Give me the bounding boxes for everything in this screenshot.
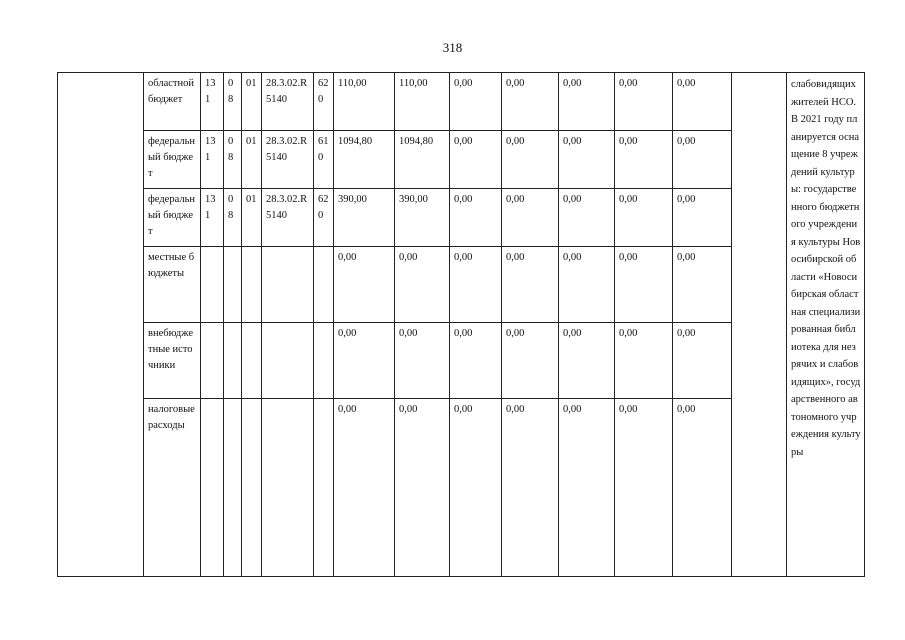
subsection-code	[242, 323, 262, 399]
table-row	[58, 73, 865, 131]
amount-total: 110,00	[334, 73, 395, 131]
amount-year-5: 0,00	[615, 189, 673, 247]
amount-year-2: 0,00	[450, 131, 502, 189]
amount-year-6: 0,00	[673, 131, 732, 189]
amount-year-2: 0,00	[450, 73, 502, 131]
subsection-code: 01	[242, 73, 262, 131]
amount-year-6: 0,00	[673, 323, 732, 399]
amount-year-4: 0,00	[559, 131, 615, 189]
section-code: 08	[224, 73, 242, 131]
amount-year-6: 0,00	[673, 73, 732, 131]
expense-kind-code	[314, 323, 334, 399]
target-article-code	[262, 399, 314, 577]
amount-year-5: 0,00	[615, 131, 673, 189]
section-code	[224, 399, 242, 577]
amount-year-2: 0,00	[450, 247, 502, 323]
expense-kind-code	[314, 247, 334, 323]
amount-year-1: 0,00	[395, 323, 450, 399]
funding-source: внебюджетные источники	[144, 323, 201, 399]
ministry-code: 131	[201, 73, 224, 131]
section-code	[224, 323, 242, 399]
amount-year-2: 0,00	[450, 189, 502, 247]
amount-year-4: 0,00	[559, 323, 615, 399]
note-text: слабовидящих жителей НСО. В 2021 году планируется оснащение 8 учреждений культуры: государственного бюджетного учреждения культуры Новосибирской области «Новосибирская областная специализированная библиотека для незрячих и слабовидящих», государственного автономного учреждения культуры	[787, 73, 865, 577]
amount-year-3: 0,00	[502, 73, 559, 131]
amount-year-1: 0,00	[395, 399, 450, 577]
amount-year-3: 0,00	[502, 247, 559, 323]
ministry-code: 131	[201, 189, 224, 247]
expense-kind-code: 620	[314, 73, 334, 131]
funding-source: областной бюджет	[144, 73, 201, 131]
expense-kind-code	[314, 399, 334, 577]
amount-year-2: 0,00	[450, 399, 502, 577]
amount-year-6: 0,00	[673, 399, 732, 577]
target-article-code	[262, 323, 314, 399]
amount-year-4: 0,00	[559, 247, 615, 323]
subsection-code	[242, 247, 262, 323]
amount-year-5: 0,00	[615, 247, 673, 323]
budget-table	[57, 72, 865, 577]
amount-total: 0,00	[334, 399, 395, 577]
page-number: 318	[442, 40, 463, 55]
amount-year-3: 0,00	[502, 189, 559, 247]
ministry-code	[201, 323, 224, 399]
funding-source: федеральный бюджет	[144, 189, 201, 247]
amount-year-5: 0,00	[615, 323, 673, 399]
ministry-code	[201, 247, 224, 323]
ministry-code: 131	[201, 131, 224, 189]
empty-column-cell	[732, 73, 787, 577]
amount-year-1: 110,00	[395, 73, 450, 131]
expense-kind-code: 610	[314, 131, 334, 189]
amount-year-4: 0,00	[559, 73, 615, 131]
amount-year-5: 0,00	[615, 399, 673, 577]
amount-total: 0,00	[334, 247, 395, 323]
amount-year-6: 0,00	[673, 189, 732, 247]
amount-year-6: 0,00	[673, 247, 732, 323]
amount-year-4: 0,00	[559, 399, 615, 577]
amount-year-1: 1094,80	[395, 131, 450, 189]
ministry-code	[201, 399, 224, 577]
funding-source: местные бюджеты	[144, 247, 201, 323]
subsection-code: 01	[242, 131, 262, 189]
amount-total: 1094,80	[334, 131, 395, 189]
target-article-code: 28.3.02.R5140	[262, 189, 314, 247]
amount-year-3: 0,00	[502, 399, 559, 577]
amount-year-5: 0,00	[615, 73, 673, 131]
funding-source: налоговые расходы	[144, 399, 201, 577]
amount-year-3: 0,00	[502, 323, 559, 399]
amount-year-1: 0,00	[395, 247, 450, 323]
amount-year-4: 0,00	[559, 189, 615, 247]
target-article-code: 28.3.02.R5140	[262, 131, 314, 189]
amount-year-3: 0,00	[502, 131, 559, 189]
subsection-code: 01	[242, 189, 262, 247]
subsection-code	[242, 399, 262, 577]
target-article-code	[262, 247, 314, 323]
amount-year-1: 390,00	[395, 189, 450, 247]
amount-total: 0,00	[334, 323, 395, 399]
amount-total: 390,00	[334, 189, 395, 247]
expense-kind-code: 620	[314, 189, 334, 247]
section-code	[224, 247, 242, 323]
merged-empty-cell	[58, 73, 144, 577]
target-article-code: 28.3.02.R5140	[262, 73, 314, 131]
amount-year-2: 0,00	[450, 323, 502, 399]
section-code: 08	[224, 189, 242, 247]
funding-source: федеральный бюджет	[144, 131, 201, 189]
section-code: 08	[224, 131, 242, 189]
